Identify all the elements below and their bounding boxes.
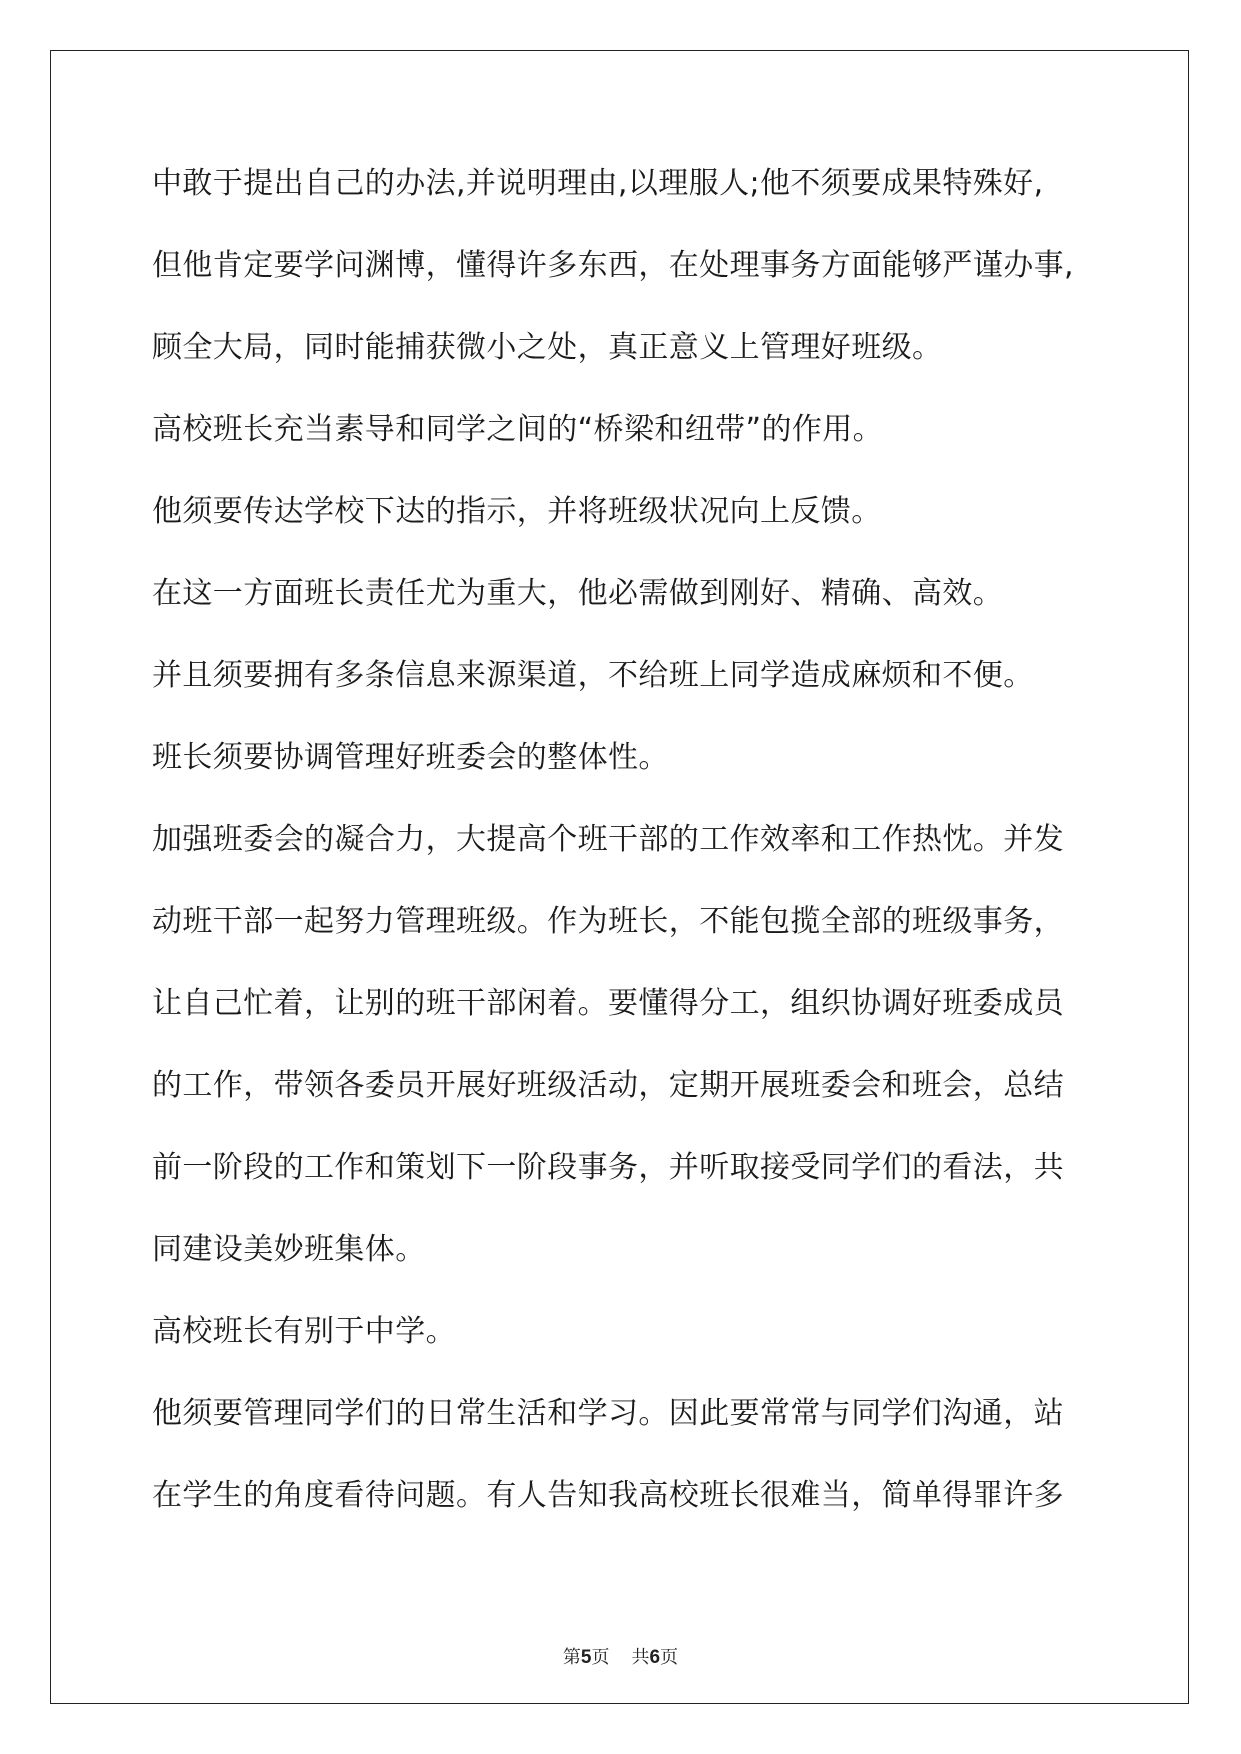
text-line: 在学生的角度看待问题。有人告知我高校班长很难当，简单得罪许多 (152, 1478, 1064, 1513)
total-suffix: 页 (660, 1647, 679, 1668)
current-page-number: 5 (580, 1647, 592, 1668)
text-line: 动班干部一起努力管理班级。作为班长，不能包揽全部的班级事务， (152, 904, 1064, 939)
text-line: 前一阶段的工作和策划下一阶段事务，并听取接受同学们的看法，共 (152, 1150, 1064, 1185)
text-line: 他须要传达学校下达的指示，并将班级状况向上反馈。 (152, 494, 882, 529)
page-suffix: 页 (591, 1647, 610, 1668)
text-line: 高校班长充当素导和同学之间的“桥梁和纽带”的作用。 (152, 412, 884, 447)
text-line: 的工作，带领各委员开展好班级活动，定期开展班委会和班会，总结 (152, 1068, 1064, 1103)
text-line: 同建设美妙班集体。 (152, 1232, 426, 1267)
text-line: 让自己忙着，让别的班干部闲着。要懂得分工，组织协调好班委成员 (152, 986, 1064, 1021)
page-border (50, 50, 1189, 1704)
text-line: 加强班委会的凝合力，大提高个班干部的工作效率和工作热忱。并发 (152, 822, 1064, 857)
total-prefix: 共 (631, 1647, 650, 1668)
total-page-count: 6 (649, 1647, 661, 1668)
text-line: 班长须要协调管理好班委会的整体性。 (152, 740, 669, 775)
text-line: 中敢于提出自己的办法,并说明理由,以理服人;他不须要成果特殊好, (152, 166, 1044, 201)
text-line: 顾全大局，同时能捕获微小之处，真正意义上管理好班级。 (152, 330, 943, 365)
page-number-footer (0, 1643, 1241, 1669)
text-line: 他须要管理同学们的日常生活和学习。因此要常常与同学们沟通，站 (152, 1396, 1064, 1431)
text-line: 高校班长有别于中学。 (152, 1314, 456, 1349)
page-prefix: 第 (562, 1647, 581, 1668)
text-line: 但他肯定要学问渊博，懂得许多东西，在处理事务方面能够严谨办事, (152, 248, 1074, 283)
text-line: 在这一方面班长责任尤为重大，他必需做到刚好、精确、高效。 (152, 576, 1004, 611)
text-line: 并且须要拥有多条信息来源渠道，不给班上同学造成麻烦和不便。 (152, 658, 1034, 693)
